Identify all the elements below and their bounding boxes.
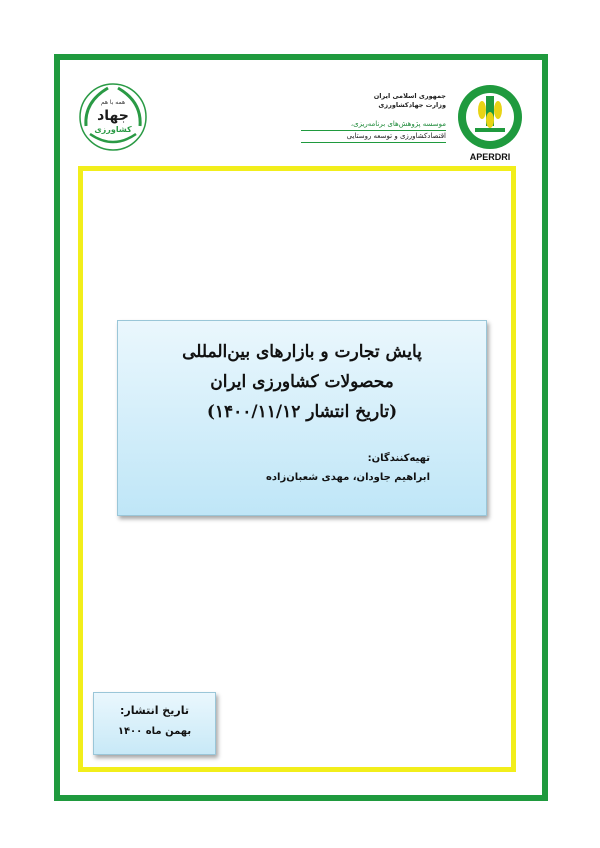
publication-date-box [93, 692, 216, 755]
aperdri-caption: APERDRI [469, 152, 511, 162]
authors-label: تهیه‌کنندگان: [367, 453, 430, 464]
aperdri-logo [455, 82, 525, 164]
publication-date-label: تاریخ انتشار: [120, 704, 189, 717]
organization-block [289, 92, 446, 143]
authors-block [118, 451, 430, 487]
org-line2: وزارت جهادکشاورزی [378, 101, 446, 109]
logo-left-line1: همه با هم [100, 99, 126, 106]
title-block [118, 337, 486, 427]
org-line4: اقتصادکشاورزی و توسعه روستایی [346, 132, 446, 140]
logo-left-line3: کشاورزی [94, 125, 132, 134]
org-line1: جمهوری اسلامی ایران [373, 92, 446, 100]
title-box [117, 320, 487, 516]
title-line-2: محصولات کشاورزی ایران [210, 372, 394, 392]
jahad-keshavarzi-logo [78, 82, 148, 152]
logo-left-line2: جهاد [97, 108, 129, 124]
publication-date-value: بهمن ماه ۱۴۰۰ [117, 726, 192, 737]
header [66, 70, 540, 160]
org-line3: موسسه پژوهش‌های برنامه‌ریزی، [350, 120, 446, 128]
title-line-1: پایش تجارت و بازارهای بین‌المللی [182, 342, 422, 362]
title-line-3: (تاریخ انتشار ۱۴۰۰/۱۱/۱۲) [206, 402, 398, 422]
authors-names: ابراهیم جاودان، مهدی شعبان‌زاده [265, 472, 430, 483]
org-divider-2 [301, 142, 446, 143]
